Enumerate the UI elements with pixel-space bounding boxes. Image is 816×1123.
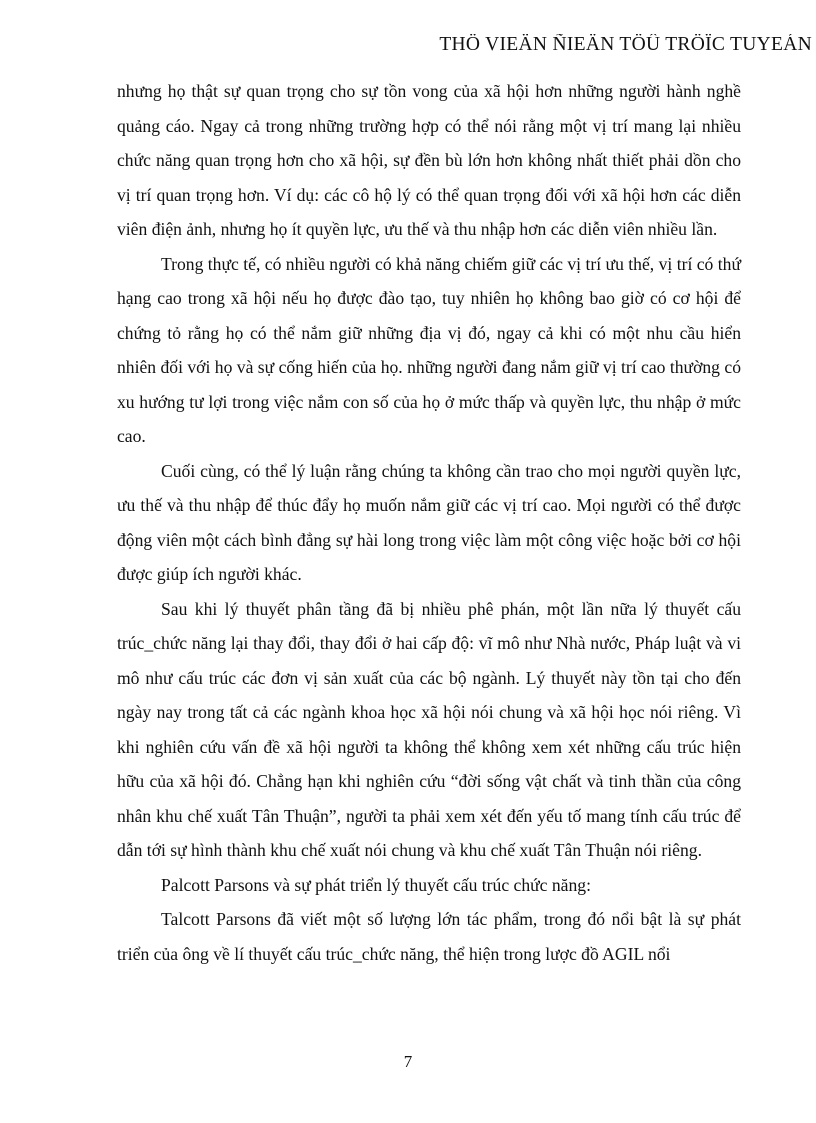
paragraph-3: Cuối cùng, có thể lý luận rằng chúng ta không cần trao cho mọi người quyền lực, ưu thế và thu nhập để thúc đẩy họ muốn nắm giữ các vị trí cao. Mọi người có thể được động viên một cách bình đẳng sự hài long trong việc làm một công việc hoặc bởi cơ hội được giúp ích người khác. bbox=[117, 460, 741, 584]
paragraph-5: Palcott Parsons và sự phát triển lý thuyết cấu trúc chức năng: bbox=[161, 874, 591, 895]
document-body bbox=[117, 74, 741, 971]
paragraph-4: Sau khi lý thuyết phân tầng đã bị nhiều phê phán, một lần nữa lý thuyết cấu trúc_chức năng lại thay đổi, thay đổi ở hai cấp độ: vĩ mô như Nhà nước, Pháp luật và vi mô như cấu trúc các đơn vị sản xuất của các bộ ngành. Lý thuyết này tồn tại cho đến ngày nay trong tất cả các ngành khoa học xã hội nói chung và xã hội học nói riêng. Vì khi nghiên cứu vấn đề xã hội người ta không thể không xem xét những cấu trúc hiện hữu của xã hội đó. Chẳng hạn khi nghiên cứu “đời sống vật chất và tinh thần của công nhân khu chế xuất Tân Thuận”, người ta phải xem xét đến yếu tố mang tính cấu trúc để dẫn tới sự hình thành khu chế xuất nói chung và khu chế xuất Tân Thuận nói riêng. bbox=[117, 598, 741, 860]
paragraph-6: Talcott Parsons đã viết một số lượng lớn tác phẩm, trong đó nổi bật là sự phát triển của ông về lí thuyết cấu trúc_chức năng, thể hiện trong lược đồ AGIL nổi bbox=[117, 909, 741, 964]
paragraph-1: nhưng họ thật sự quan trọng cho sự tồn vong của xã hội hơn những người hành nghề quảng cáo. Ngay cả trong những trường hợp có thể nói rằng một vị trí mang lại nhiều chức năng quan trọng hơn cho xã hội, sự đền bù lớn hơn không nhất thiết phải dồn cho vị trí quan trọng hơn. Ví dụ: các cô hộ lý có thể quan trọng đối với xã hội hơn các diễn viên điện ảnh, nhưng họ ít quyền lực, ưu thế và thu nhập hơn các diễn viên nhiều lần. bbox=[117, 81, 741, 239]
page-header: THÖ VIEÄN ÑIEÄN TÖÛ TRÖÏC TUYEÁN bbox=[439, 34, 812, 55]
page-number: 7 bbox=[403, 1052, 413, 1071]
paragraph-2: Trong thực tế, có nhiều người có khả năng chiếm giữ các vị trí ưu thế, vị trí có thứ hạng cao trong xã hội nếu họ được đào tạo, tuy nhiên họ không bao giờ có cơ hội để chứng tỏ rằng họ có thể nắm giữ những địa vị đó, ngay cả khi có một nhu cầu hiển nhiên đối với họ và sự cống hiến của họ. những người đang nắm giữ vị trí cao thường có xu hướng tư lợi trong việc nắm con số của họ ở mức thấp và quyền lực, thu nhập ở mức cao. bbox=[117, 253, 741, 446]
